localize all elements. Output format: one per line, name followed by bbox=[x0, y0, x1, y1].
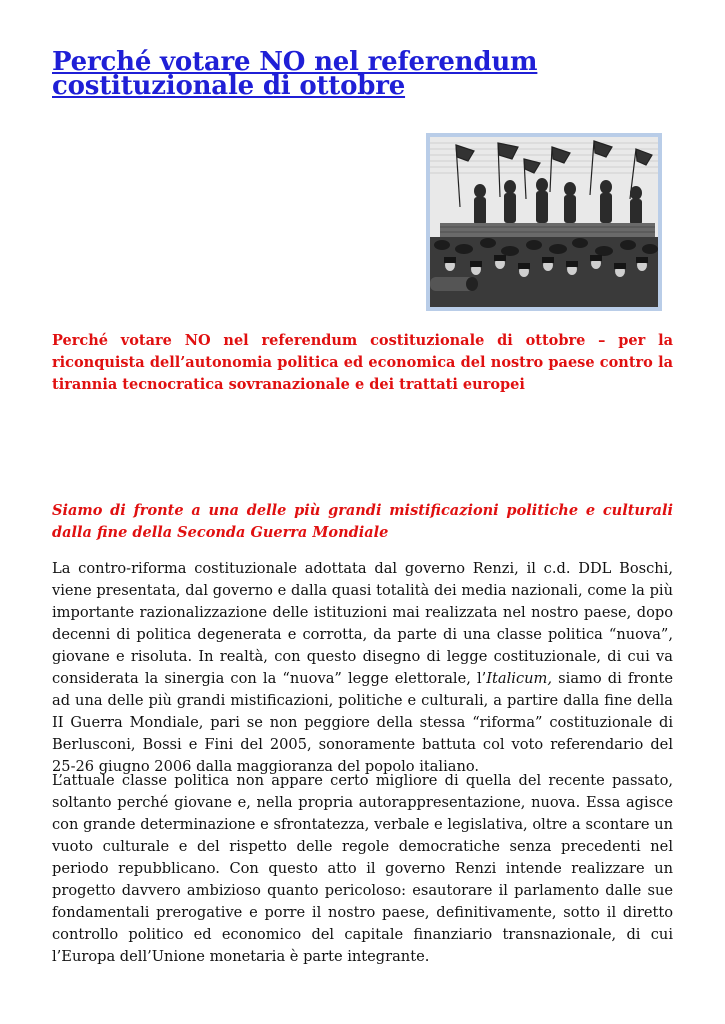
engraving-image-frame bbox=[426, 133, 662, 311]
page-title[interactable] bbox=[52, 47, 612, 101]
paragraph-1-text-end: siamo di fronte ad una delle più grandi mistificazioni, politiche e culturali, a partire dalla fine della II Guerra Mondiale, pari se non peggiore della stessa “riforma” costituzionale di Berlusconi, Bossi e Fini del 2005, sonoramente battuta col voto referendario del 25-26 giugno 2006 dalla maggioranza del popolo italiano. bbox=[52, 670, 673, 775]
paragraph-1-text-start: La contro-riforma costituzionale adottata dal governo Renzi, il c.d. DDL Boschi, viene presentata, dal governo e dalla quasi totalità dei media nazionali, come la più importante razionalizzazione delle istituzioni mai realizzata nel nostro paese, dopo decenni di politica degenerata e corrotta, da parte di una classe politica “nuova”, giovane e risoluta. In realtà, con questo disegno di legge costituzionale, di cui va considerata la sinergia con la “nuova” legge elettorale, l’ bbox=[52, 560, 673, 687]
body-paragraph-2: L’attuale classe politica non appare certo migliore di quella del recente passato, soltanto perché giovane e, nella propria autorappresentazione, nuova. Essa agisce con grande determinazione e sfrontatezza, verbale e legislativa, oltre a scontare un vuoto culturale e del rispetto delle regole democratiche senza precedenti nel periodo repubblicano. Con questo atto il governo Renzi intende realizzare un progetto davvero ambizioso quanto pericoloso: esautorare il parlamento dalle sue fondamentali prerogative e porre il nostro paese, definitivamente, sotto il diretto controllo politico ed economico del capitale finanziario transnazionale, di cui l’Europa dell’Unione monetaria è parte integrante. bbox=[52, 772, 673, 965]
article-lead: Perché votare NO nel referendum costituzionale di ottobre – per la riconquista dell’autonomia politica ed economica del nostro paese contro la tirannia tecnocratica sovranazionale e dei trattati europei bbox=[52, 332, 673, 393]
title-link[interactable]: Perché votare NO nel referendum costituzionale di ottobre bbox=[52, 47, 538, 101]
body-paragraph-1 bbox=[52, 558, 673, 778]
engraving-crowd-with-flags-image bbox=[430, 137, 658, 307]
italicum-term: Italicum, bbox=[486, 670, 553, 687]
article-subheading: Siamo di fronte a una delle più grandi mistificazioni politiche e culturali dalla fine della Seconda Guerra Mondiale bbox=[52, 502, 673, 541]
